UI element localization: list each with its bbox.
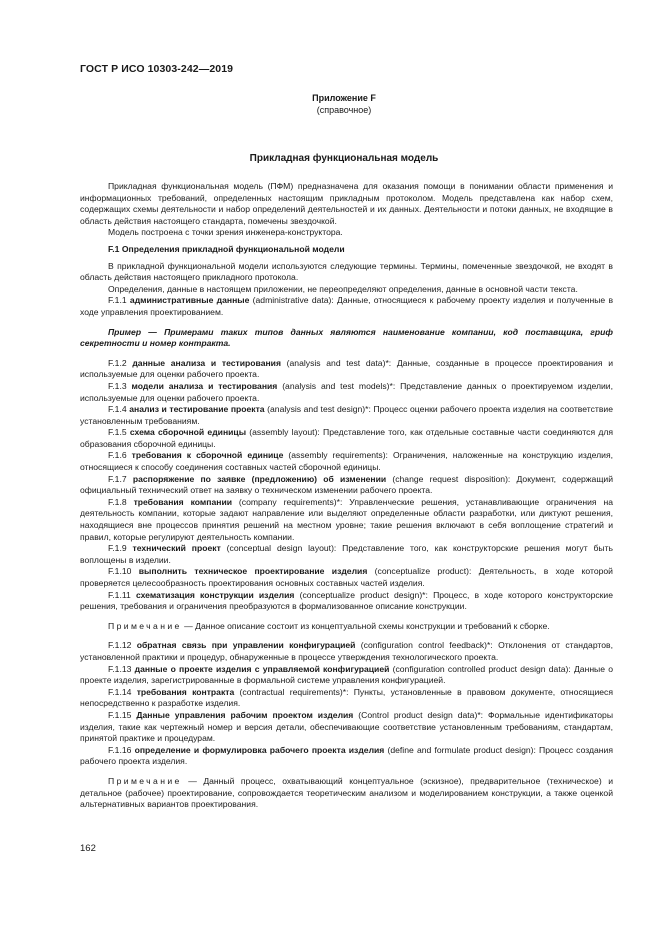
section-heading: F.1 Определения прикладной функциональной модели [108,243,345,254]
definition-number: F.1.7 [108,473,127,484]
definition-number: F.1.8 [108,496,127,507]
definition-term: требования контракта [136,686,235,697]
definition-number: F.1.5 [108,427,127,438]
definition-term: обратная связь при управлении конфигурацией [136,640,356,651]
definition-item [80,566,613,589]
definition-number: F.1.4 [108,404,127,415]
definition-term: данные о проекте изделия с управляемой конфигурацией [134,663,390,674]
definition-text: (analysis and test design)*: Процесс оценки рабочего проекта изделия на соответствие установленным требованиям. [80,404,613,426]
note-label: Примечание [108,775,182,786]
definition-text: (Control product design data)*: Формальные идентификаторы изделия, такие как чертежный номер и версия детали, обеспечивающие соответствие установленным требованиям, стандартам, принятой практике и процедурам. [80,709,614,744]
note [80,776,613,811]
example-label: Пример [108,326,142,337]
definition-item [80,497,613,543]
definition-item [80,590,613,613]
intro-paragraph: Прикладная функциональная модель (ПФМ) предназначена для оказания помощи в понимании области применения и информационных требований, определенных настоящим прикладным протоколом. Модель представлена как набор схем, содержащих схемы деятельности и набор определений деятельностей и их данных. Деятельности и потоки данных, не входящие в область действия настоящего стандарта, помечены звездочкой. [80,181,613,226]
definition-text: (define and formulate product design): Процесс создания рабочего проекта изделия. [80,744,613,767]
note [80,621,613,633]
page-number: 162 [80,843,96,854]
definition-term: административные данные [129,295,250,306]
page-title: Прикладная функциональная модель [249,153,439,164]
definition-item [80,358,613,381]
definition-number: F.1.10 [108,566,132,577]
section-paragraph: В прикладной функциональной модели используются следующие термины. Термины, помеченные звездочкой, не входят в область действия настоящего прикладного протокола. [80,260,613,283]
definition-text: (assembly layout): Представление того, как отдельные составные части соединяются для образования сборочной единицы. [80,427,613,449]
definition-item [80,640,613,663]
section-paragraph: Определения, данные в настоящем приложении, не переопределяют определения, данные в основной части текста. [108,283,578,294]
definition-number: F.1.9 [108,543,127,554]
definition-number: F.1.16 [108,744,132,755]
definition-text: (conceptualize product): Деятельность, в ходе которой проверяется целесообразность проектирования основных составных частей изделия. [80,566,613,588]
note-text: — Данный процесс, охватывающий концептуальное (эскизное), предварительное (техническое) и детальное (рабочее) проектирование, сопровождается теоретическим анализом и моделированием конструкции, а также оценкой альтернативных вариантов проектирования. [80,775,613,810]
example [80,327,613,350]
annex-heading [0,92,661,116]
definition-text: (conceptual design layout): Представление того, как конструкторские решения могут быть воплощены в изделии. [80,543,614,565]
definition-term: Данные управления рабочим проектом изделия [136,709,354,720]
standard-code: ГОСТ Р ИСО 10303-242—2019 [80,63,234,75]
definition-term: анализ и тестирование проекта [129,404,265,415]
definition-item [80,295,613,318]
definition-item [80,543,613,566]
example-text: — Примерами таких типов данных являются наименование компании, код поставщика, гриф секретности и номер контракта. [80,326,613,349]
annex-subtitle: (справочное) [316,105,372,115]
annex-title: Приложение F [312,93,376,103]
definition-text: (assembly requirements): Ограничения, наложенные на конструкцию изделия, относящиеся к способу соединения составных частей сборочной единицы. [80,450,614,473]
definition-text: (analysis and test data)*: Данные, созданные в процессе проектирования и используемые для оценки рабочего проекта. [80,357,613,380]
definition-item [80,427,613,450]
definition-term: требования компании [133,496,233,507]
definition-term: данные анализа и тестирования [132,357,281,368]
definition-term: схематизация конструкции изделия [135,589,295,600]
definition-item [80,450,613,473]
definition-item [80,745,613,768]
definition-number: F.1.13 [108,663,132,674]
definition-text: (administrative data): Данные, относящиеся к рабочему проекту изделия и полученные в ходе управления проектированием. [80,295,614,317]
definition-item [80,664,613,687]
definition-text: (conceptualize product design)*: Процесс, в ходе которого конструкторские решения, требования и ограничения преобразуются в формализованное описание конструкции. [80,589,614,612]
definition-number: F.1.14 [108,686,132,697]
definition-term: схема сборочной единицы [129,427,247,438]
intro-paragraph: Модель построена с точки зрения инженера-конструктора. [108,227,343,238]
definition-item [80,474,613,497]
definition-term: технический проект [132,543,221,554]
definition-term: распоряжение по заявке (предложению) об изменении [132,473,387,484]
definition-item [80,710,613,745]
document-body [80,181,613,811]
note-text: — Данное описание состоит из концептуальной схемы конструкции и требований к сборке. [181,620,550,631]
definition-number: F.1.15 [108,709,132,720]
definition-number: F.1.6 [108,450,127,461]
definition-text: (configuration control feedback)*: Отклонения от стандартов, установленной практики и процедур, обнаруженные в процессе утверждения технологического проекта. [80,640,613,662]
definition-text: (analysis and test models)*: Представление данных о проектируемом изделии, используемые для оценки рабочего проекта. [80,380,613,403]
definition-number: F.1.12 [108,640,132,651]
definition-text: (change request disposition): Документ, содержащий официальный технический ответ на заявку о техническом изменении рабочего проекта. [80,473,614,496]
definition-term: выполнить техническое проектирование изделия [138,566,368,577]
definition-item [80,381,613,404]
note-label: Примечание [108,620,182,631]
definition-number: F.1.2 [108,357,127,368]
definition-number: F.1.1 [108,295,127,306]
definition-term: определение и формулировка рабочего проекта изделия [134,744,385,755]
definition-number: F.1.3 [108,380,127,391]
definition-item [80,687,613,710]
definition-number: F.1.11 [108,589,131,600]
definition-text: (contractual requirements)*: Пункты, установленные в правовом документе, относящиеся непосредственно к разработке изделия. [80,686,614,709]
definition-term: модели анализа и тестирования [131,380,278,391]
definition-text: (configuration controlled product design data): Данные о проекте изделия, зарегистрированные в формальной системе управления конфигурацией. [80,663,614,686]
definition-item [80,404,613,427]
definition-text: (company requirements)*: Управленческие решения, устанавливающие ограничения на деятельность компании, которые задают направление или выделяют определенные области разработки, или диктуют решения, находящиеся вне процессов принятия решений на местном уровне; такие решения включают в себя воплощение стратегий и правил, которые регулируют деятельность компании. [80,496,613,542]
definition-term: требования к сборочной единице [131,450,284,461]
